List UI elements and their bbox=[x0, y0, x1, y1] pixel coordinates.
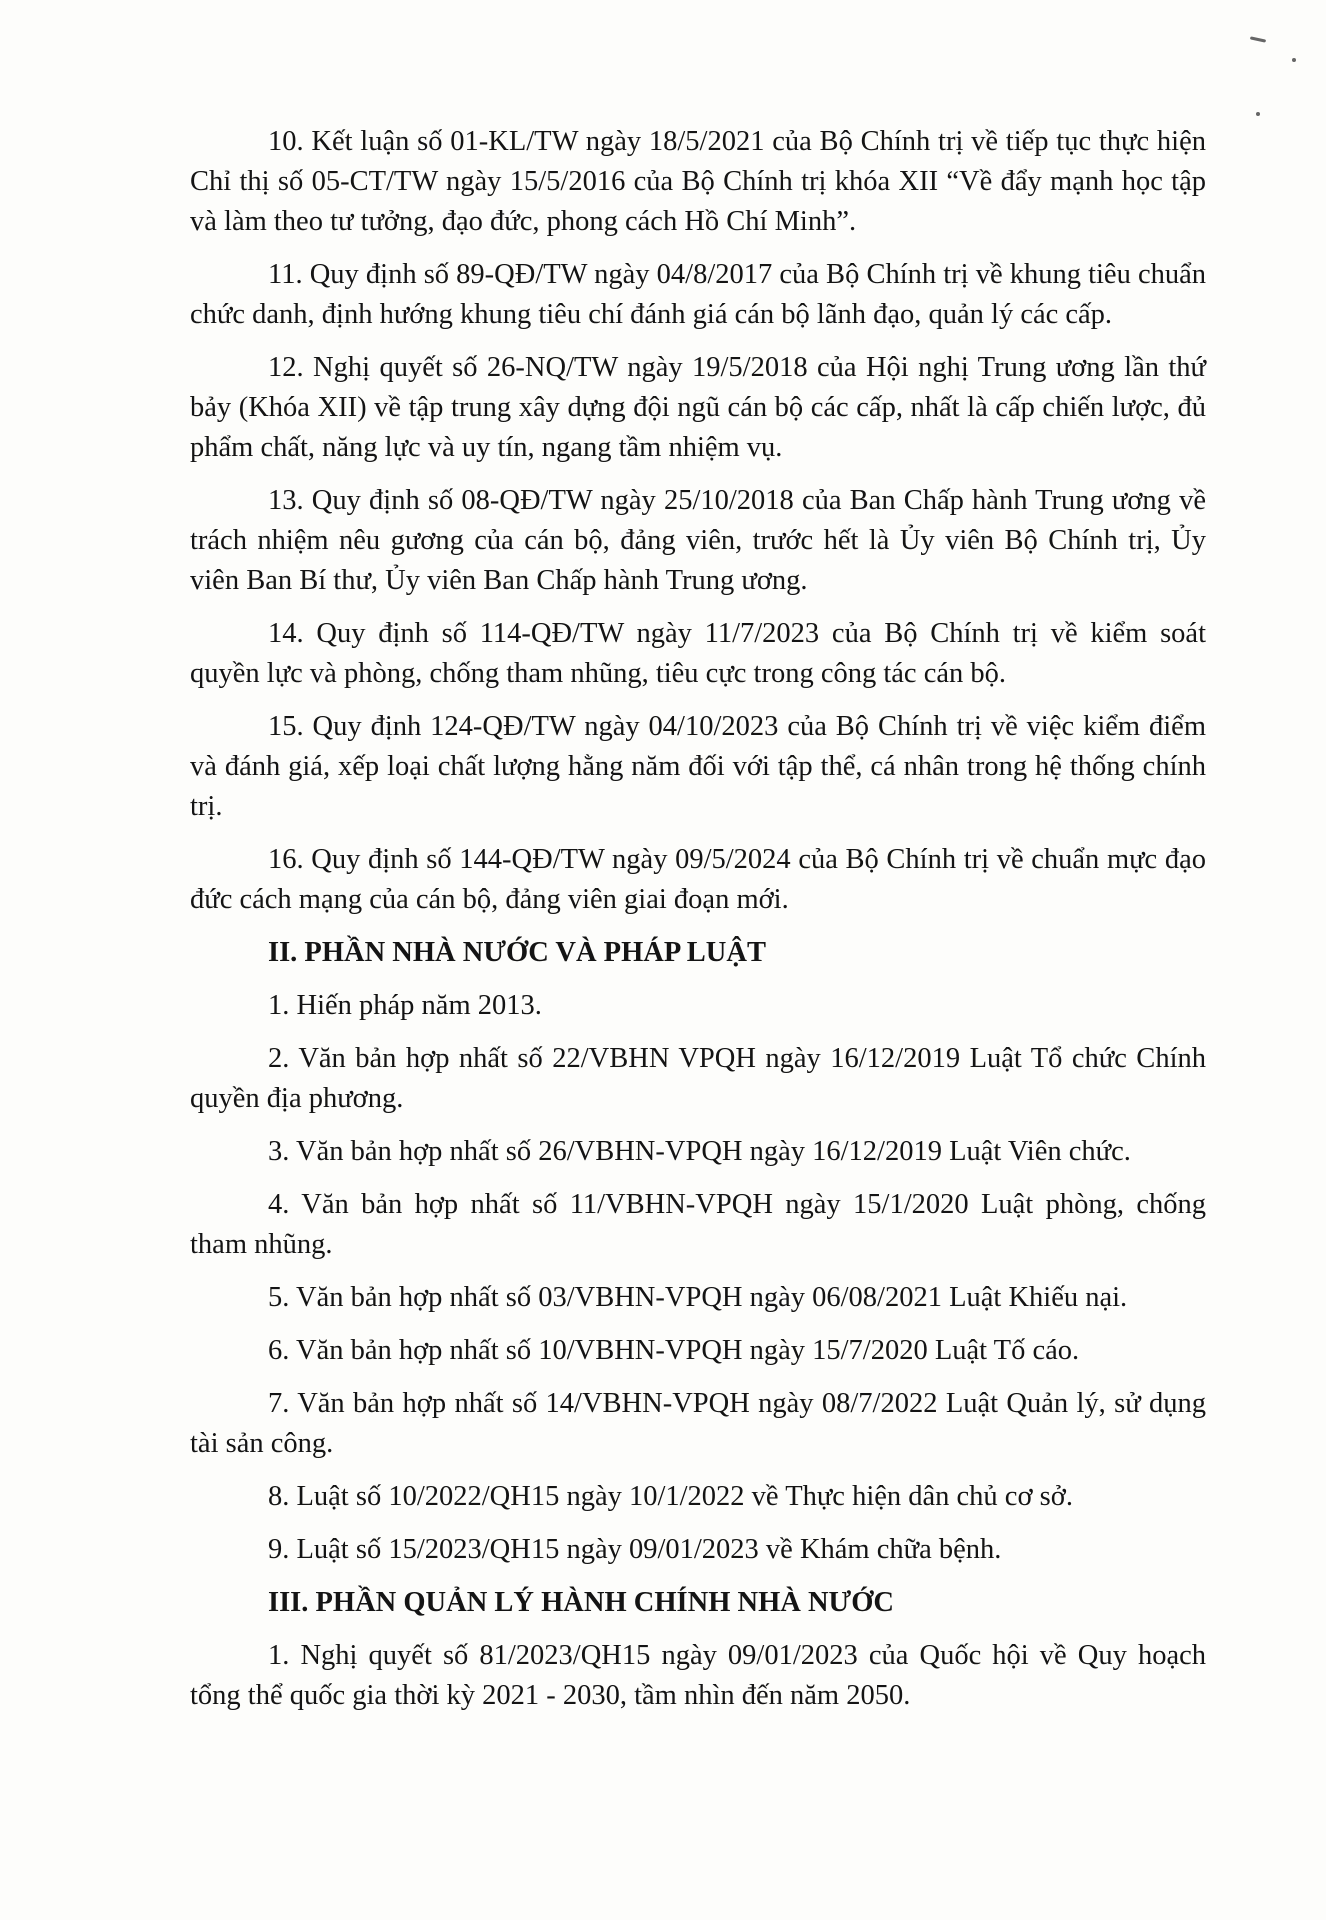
section-heading: II. PHẦN NHÀ NƯỚC VÀ PHÁP LUẬT bbox=[268, 937, 766, 968]
list-item: 8. Luật số 10/2022/QH15 ngày 10/1/2022 về Thực hiện dân chủ cơ sở. bbox=[268, 1481, 1073, 1512]
list-item: 1. Nghị quyết số 81/2023/QH15 ngày 09/01/2023 của Quốc hội về Quy hoạch tổng thể quốc gia thời kỳ 2021 - 2030, tầm nhìn đến năm 2050. bbox=[190, 1640, 1206, 1711]
list-item: 15. Quy định 124-QĐ/TW ngày 04/10/2023 của Bộ Chính trị về việc kiểm điểm và đánh giá, xếp loại chất lượng hằng năm đối với tập thể, cá nhân trong hệ thống chính trị. bbox=[190, 711, 1206, 822]
list-item: 5. Văn bản hợp nhất số 03/VBHN-VPQH ngày 06/08/2021 Luật Khiếu nại. bbox=[268, 1282, 1128, 1313]
list-item: 7. Văn bản hợp nhất số 14/VBHN-VPQH ngày 08/7/2022 Luật Quản lý, sử dụng tài sản công. bbox=[190, 1388, 1206, 1459]
list-item: 11. Quy định số 89-QĐ/TW ngày 04/8/2017 của Bộ Chính trị về khung tiêu chuẩn chức danh, định hướng khung tiêu chí đánh giá cán bộ lãnh đạo, quản lý các cấp. bbox=[190, 259, 1207, 330]
list-item: 12. Nghị quyết số 26-NQ/TW ngày 19/5/2018 của Hội nghị Trung ương lần thứ bảy (Khóa XII) về tập trung xây dựng đội ngũ cán bộ các cấp, nhất là cấp chiến lược, đủ phẩm chất, năng lực và uy tín, ngang tầm nhiệm vụ. bbox=[190, 352, 1206, 463]
list-item: 13. Quy định số 08-QĐ/TW ngày 25/10/2018 của Ban Chấp hành Trung ương về trách nhiệm nêu gương của cán bộ, đảng viên, trước hết là Ủy viên Bộ Chính trị, Ủy viên Ban Bí thư, Ủy viên Ban Chấp hành Trung ương. bbox=[190, 485, 1206, 596]
section-heading: III. PHẦN QUẢN LÝ HÀNH CHÍNH NHÀ NƯỚC bbox=[268, 1587, 894, 1618]
scan-speck bbox=[1256, 112, 1260, 116]
list-item: 6. Văn bản hợp nhất số 10/VBHN-VPQH ngày 15/7/2020 Luật Tố cáo. bbox=[268, 1335, 1080, 1366]
list-item: 9. Luật số 15/2023/QH15 ngày 09/01/2023 về Khám chữa bệnh. bbox=[268, 1534, 1002, 1565]
list-item: 3. Văn bản hợp nhất số 26/VBHN-VPQH ngày 16/12/2019 Luật Viên chức. bbox=[268, 1136, 1131, 1167]
document-page bbox=[190, 122, 1206, 1729]
list-item: 4. Văn bản hợp nhất số 11/VBHN-VPQH ngày 15/1/2020 Luật phòng, chống tham nhũng. bbox=[190, 1189, 1206, 1260]
scan-speck bbox=[1292, 58, 1296, 62]
list-item: 10. Kết luận số 01-KL/TW ngày 18/5/2021 của Bộ Chính trị về tiếp tục thực hiện Chỉ thị số 05-CT/TW ngày 15/5/2016 của Bộ Chính trị khóa XII “Về đẩy mạnh học tập và làm theo tư tưởng, đạo đức, phong cách Hồ Chí Minh”. bbox=[190, 126, 1206, 237]
list-item: 1. Hiến pháp năm 2013. bbox=[268, 990, 542, 1021]
list-item: 2. Văn bản hợp nhất số 22/VBHN VPQH ngày 16/12/2019 Luật Tổ chức Chính quyền địa phương. bbox=[190, 1043, 1206, 1114]
list-item: 14. Quy định số 114-QĐ/TW ngày 11/7/2023 của Bộ Chính trị về kiểm soát quyền lực và phòng, chống tham nhũng, tiêu cực trong công tác cán bộ. bbox=[190, 618, 1206, 689]
list-item: 16. Quy định số 144-QĐ/TW ngày 09/5/2024 của Bộ Chính trị về chuẩn mực đạo đức cách mạng của cán bộ, đảng viên giai đoạn mới. bbox=[190, 844, 1206, 915]
scan-speck bbox=[1250, 36, 1266, 42]
